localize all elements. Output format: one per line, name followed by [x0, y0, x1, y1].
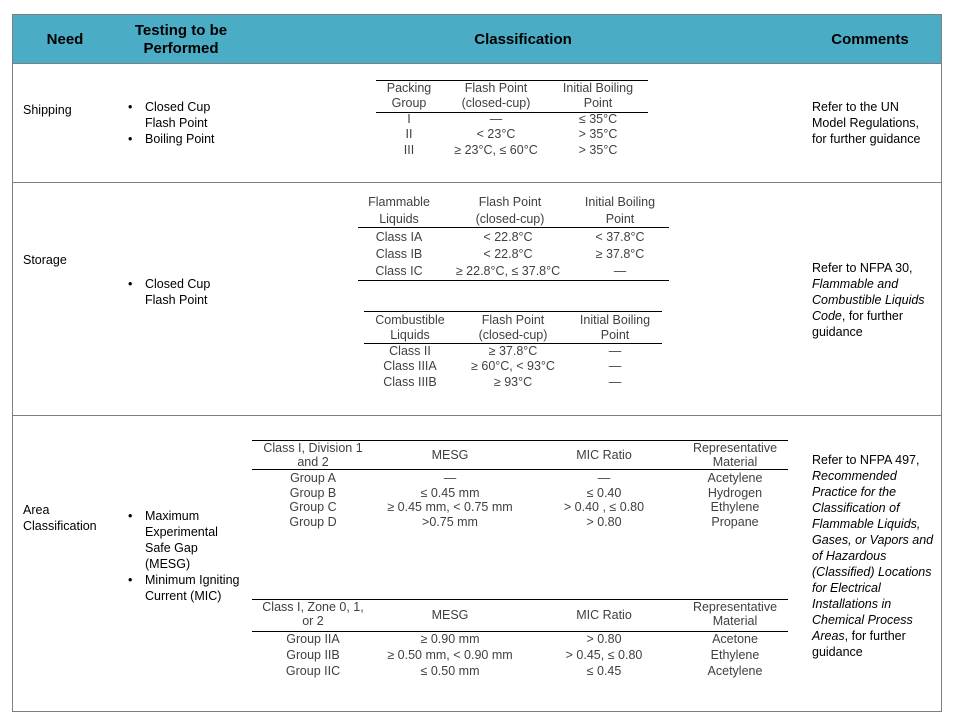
table-cell: Hydrogen — [707, 485, 763, 500]
col-header: Class I, Zone 0, 1, or 2 — [262, 600, 364, 628]
comment-storage — [812, 260, 936, 340]
header-classification: Classification — [474, 31, 572, 48]
col-header: Initial Boiling Point — [562, 81, 634, 110]
table-header — [12, 14, 942, 64]
table-cell: — — [608, 359, 622, 373]
table-cell: Group B — [289, 485, 337, 500]
test-item: • Maximum Experimental Safe Gap (MESG) — [128, 508, 240, 572]
table-rule — [358, 280, 669, 281]
col-header: MIC Ratio — [576, 448, 632, 462]
table-cell: Group C — [289, 500, 337, 514]
table-cell: Class IC — [375, 264, 423, 278]
table-cell: ≤ 0.50 mm — [420, 664, 480, 678]
table-cell: Group IIB — [286, 648, 340, 662]
zone-groups-table — [252, 599, 788, 683]
table-rule — [252, 469, 788, 470]
col-header: Representative Material — [692, 600, 778, 628]
table-cell: ≥ 93°C — [493, 375, 533, 389]
table-cell: ≥ 0.45 mm, < 0.75 mm — [387, 500, 513, 514]
comment-title: Flammable and Combustible Liquids Code — [812, 277, 925, 323]
table-cell: ≥ 0.50 mm, < 0.90 mm — [387, 648, 513, 662]
header-testing: Testing to be Performed — [134, 22, 228, 57]
table-cell: > 0.40 , ≤ 0.80 — [563, 500, 645, 514]
table-cell: Ethylene — [710, 500, 760, 514]
table-cell: > 35°C — [578, 127, 618, 141]
table-cell: ≤ 0.40 — [586, 485, 622, 500]
table-cell: < 23°C — [476, 127, 516, 141]
comment-text: , for further guidance — [812, 309, 904, 339]
table-cell: Class IB — [375, 247, 423, 261]
table-cell: — — [613, 264, 627, 278]
table-cell: Propane — [711, 514, 759, 529]
table-cell: ≥ 22.8°C, ≤ 37.8°C — [455, 264, 561, 278]
test-item: • Minimum Igniting Current (MIC) — [128, 572, 240, 604]
table-cell: — — [597, 471, 611, 485]
table-cell: — — [608, 344, 622, 358]
table-cell: < 22.8°C — [483, 247, 533, 261]
table-cell: ≥ 0.90 mm — [420, 632, 480, 646]
combustible-liquids-table — [364, 311, 662, 393]
table-cell: Class IIIB — [383, 375, 437, 389]
table-cell: Class II — [389, 344, 431, 358]
col-header: Class I, Division 1 and 2 — [263, 441, 363, 469]
table-cell: ≥ 23°C, ≤ 60°C — [454, 143, 538, 157]
table-cell: Acetylene — [707, 664, 763, 678]
table-cell: Ethylene — [710, 648, 760, 662]
comment-shipping: Refer to the UN Model Regulations, for further guidance — [812, 100, 921, 146]
col-header: MESG — [431, 448, 469, 462]
table-cell: Class IIIA — [383, 359, 437, 373]
table-rule — [364, 311, 662, 312]
test-item: • Closed Cup Flash Point — [128, 276, 240, 308]
header-comments: Comments — [831, 31, 909, 48]
table-cell: — — [489, 112, 503, 126]
table-cell: > 0.80 — [586, 632, 622, 646]
table-cell: < 37.8°C — [595, 230, 645, 244]
table-cell: > 0.45, ≤ 0.80 — [565, 648, 643, 662]
tests-area-classification — [128, 508, 240, 604]
col-header: Flash Point (closed-cup) — [461, 81, 531, 110]
col-header: Packing Group — [386, 81, 432, 110]
comment-text: , for further guidance — [812, 629, 906, 659]
table-cell: ≤ 0.45 mm — [420, 485, 480, 500]
test-item: • Closed Cup Flash Point — [128, 99, 240, 131]
col-header: MIC Ratio — [576, 608, 632, 622]
tests-storage — [128, 276, 240, 308]
table-cell: Acetone — [712, 632, 758, 646]
table-cell: Acetylene — [707, 471, 763, 485]
col-header: Flash Point (closed-cup) — [475, 195, 545, 226]
table-cell: ≤ 35°C — [578, 112, 618, 126]
need-shipping: Shipping — [23, 103, 72, 117]
table-cell: Group D — [289, 514, 337, 529]
table-rule — [358, 227, 669, 228]
table-cell: > 35°C — [578, 143, 618, 157]
need-area-classification: Area Classification — [23, 503, 97, 533]
packing-group-table — [376, 80, 648, 160]
table-cell: ≥ 60°C, < 93°C — [471, 359, 555, 373]
test-item: • Boiling Point — [128, 131, 240, 147]
table-cell: — — [443, 471, 457, 485]
table-cell: I — [407, 112, 411, 126]
tests-shipping — [128, 99, 240, 147]
table-cell: < 22.8°C — [483, 230, 533, 244]
col-header: MESG — [431, 608, 469, 622]
table-cell: — — [608, 375, 622, 389]
header-need: Need — [46, 31, 84, 48]
table-cell: > 0.80 — [586, 514, 622, 529]
comment-text: Refer to NFPA 30, — [812, 261, 913, 275]
comment-text: Refer to NFPA 497, — [812, 453, 920, 467]
col-header: Initial Boiling Point — [579, 313, 651, 342]
table-cell: ≥ 37.8°C — [488, 344, 538, 358]
division-groups-table — [252, 440, 788, 532]
comment-area-classification — [812, 452, 936, 660]
table-cell: Class IA — [375, 230, 423, 244]
row-divider — [12, 182, 942, 183]
need-storage: Storage — [23, 253, 67, 267]
col-header: Initial Boiling Point — [584, 195, 656, 226]
row-divider — [12, 415, 942, 416]
table-cell: >0.75 mm — [422, 514, 478, 529]
col-header: Representative Material — [692, 441, 778, 469]
table-cell: III — [403, 143, 415, 157]
table-cell: Group A — [290, 471, 336, 485]
col-header: Flammable Liquids — [368, 195, 430, 226]
table-cell: ≤ 0.45 — [586, 664, 622, 678]
col-header: Flash Point (closed-cup) — [478, 313, 548, 342]
col-header: Combustible Liquids — [375, 313, 445, 342]
comment-title: Recommended Practice for the Classification of Flammable Liquids, Gases, or Vapors and of Hazardous (Classified) Locations for Electrical Installations in Chemical Process Areas — [812, 469, 934, 643]
table-cell: Group IIC — [285, 664, 341, 678]
flammable-liquids-table — [358, 192, 669, 282]
table-cell: Group IIA — [286, 632, 340, 646]
table-cell: ≥ 37.8°C — [595, 247, 645, 261]
table-cell: II — [405, 127, 413, 141]
